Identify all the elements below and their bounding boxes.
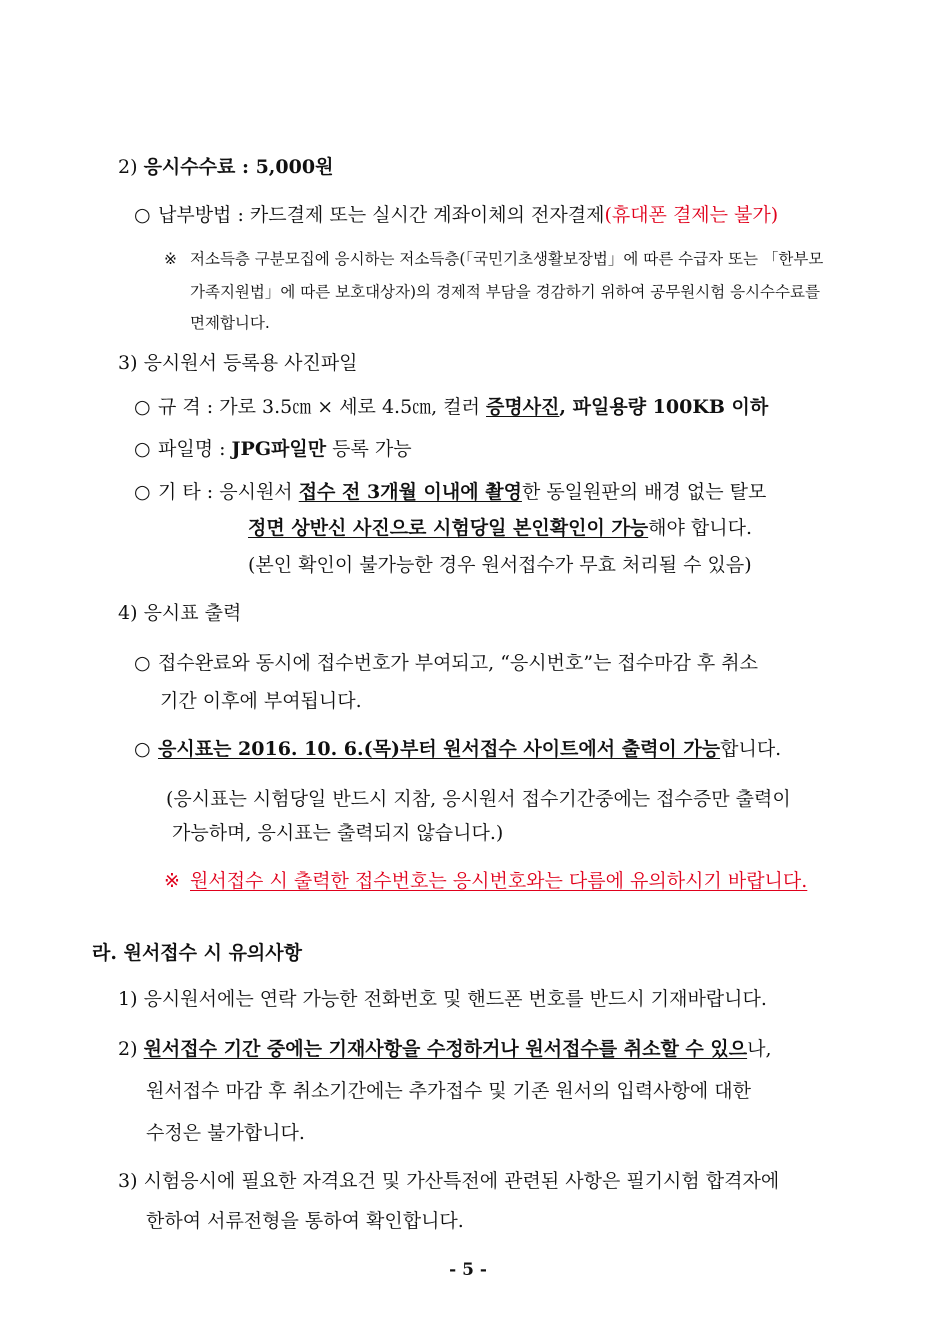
photo-etc-paren <box>248 552 752 578</box>
caution-item1-num: 1) <box>118 988 138 1010</box>
caution-item1-text: 응시원서에는 연락 가능한 전화번호 및 핸드폰 번호를 반드시 기재바랍니다. <box>143 988 767 1010</box>
cautions-heading-text: 라. 원서접수 시 유의사항 <box>92 942 302 964</box>
ticket-item2-text: 합니다. <box>720 738 782 760</box>
caution-item2-text2: 원서접수 마감 후 취소기간에는 추가접수 및 기존 원서의 입력사항에 대한 <box>146 1080 751 1102</box>
caution-item2-tail: 나, <box>747 1038 772 1060</box>
ticket-paren-line2 <box>172 820 503 846</box>
ticket-paren-line1 <box>166 786 791 812</box>
caution-item2-text3: 수정은 불가합니다. <box>146 1122 305 1144</box>
cautions-heading <box>92 940 302 966</box>
caution-item3 <box>118 1168 779 1194</box>
fee-note-line2 <box>190 281 820 303</box>
bullet-icon: ○ <box>134 438 151 460</box>
fee-heading-text: 응시수수료 : 5,000원 <box>143 156 334 178</box>
ticket-paren-text2: 가능하며, 응시표는 출력되지 않습니다.) <box>172 822 504 844</box>
etc-text2: 한 동일원판의 배경 없는 탈모 <box>521 481 767 503</box>
fee-note-text3: 면제합니다. <box>190 314 270 332</box>
caution-item3-text2: 한하여 서류전형을 통하여 확인합니다. <box>146 1210 464 1232</box>
photo-etc-item <box>134 479 766 505</box>
ticket-heading-text: 응시표 출력 <box>143 602 242 624</box>
photo-heading <box>118 350 358 376</box>
caution-item2-num: 2) <box>118 1038 138 1060</box>
ticket-item1-line1: 접수완료와 동시에 접수번호가 부여되고, “응시번호”는 접수마감 후 취소 <box>158 652 759 674</box>
etc-bold1: 접수 전 3개월 이내에 촬영 <box>298 481 522 503</box>
filename-label: 파일명 : <box>158 438 232 460</box>
etc-text3: 해야 합니다. <box>648 517 753 539</box>
payment-red-note: (휴대폰 결제는 불가) <box>604 204 779 226</box>
warning-mark-icon: ※ <box>164 870 180 892</box>
fee-note-line3 <box>190 312 270 334</box>
photo-etc-line2 <box>248 515 752 541</box>
ticket-item2 <box>134 736 781 762</box>
ticket-item1-cont <box>160 688 362 714</box>
caution-item2-bold: 원서접수 기간 중에는 기재사항을 수정하거나 원서접수를 취소할 수 있으 <box>143 1038 748 1060</box>
photo-heading-num: 3) <box>118 352 138 374</box>
fee-heading-num: 2) <box>118 156 138 178</box>
caution-item3-num: 3) <box>118 1170 138 1192</box>
bullet-icon: ○ <box>134 204 151 226</box>
fee-note-text1: 저소득층 구분모집에 응시하는 저소득층(「국민기초생활보장법」에 따른 수급자 또는 「한부모 <box>190 250 824 268</box>
page-number: - 5 - <box>449 1260 487 1280</box>
payment-text: 카드결제 또는 실시간 계좌이체의 전자결제 <box>249 204 605 226</box>
spec-comma: , <box>559 396 573 418</box>
ticket-paren-text1: (응시표는 시험당일 반드시 지참, 응시원서 접수기간중에는 접수증만 출력이 <box>166 788 791 810</box>
photo-spec-item <box>134 394 768 420</box>
ticket-heading-num: 4) <box>118 602 138 624</box>
caution-item2-line2 <box>146 1078 751 1104</box>
etc-bold2: 정면 상반신 사진으로 시험당일 본인확인이 가능 <box>248 517 649 539</box>
spec-bold-photo: 증명사진 <box>486 396 560 418</box>
reference-mark-icon: ※ <box>164 250 177 268</box>
ticket-item1 <box>134 650 758 676</box>
caution-item3-text1: 시험응시에 필요한 자격요건 및 가산특전에 관련된 사항은 필기시험 합격자에 <box>143 1170 780 1192</box>
spec-bold-size: 파일용량 100KB 이하 <box>572 396 769 418</box>
bullet-icon: ○ <box>134 652 151 674</box>
fee-heading <box>118 154 333 180</box>
spec-text: 가로 3.5㎝ × 세로 4.5㎝, 컬러 <box>219 396 486 418</box>
caution-item2 <box>118 1036 772 1062</box>
etc-text1: 응시원서 <box>219 481 299 503</box>
fee-note-text2: 가족지원법」에 따른 보호대상자)의 경제적 부담을 경감하기 위하여 공무원시험 응시수수료를 <box>190 283 820 301</box>
caution-item1 <box>118 986 767 1012</box>
filename-bold: JPG파일만 <box>231 438 327 460</box>
ticket-warning-text: 원서접수 시 출력한 접수번호는 응시번호와는 다름에 유의하시기 바랍니다. <box>190 870 808 892</box>
etc-label: 기 타 : <box>158 481 220 503</box>
photo-heading-text: 응시원서 등록용 사진파일 <box>143 352 358 374</box>
payment-label: 납부방법 : <box>158 204 250 226</box>
caution-item2-line3 <box>146 1120 305 1146</box>
ticket-warning <box>164 868 807 894</box>
photo-filename-item <box>134 436 412 462</box>
bullet-icon: ○ <box>134 396 151 418</box>
bullet-icon: ○ <box>134 738 151 760</box>
fee-payment-item <box>134 202 778 228</box>
ticket-item2-bold: 응시표는 2016. 10. 6.(목)부터 원서접수 사이트에서 출력이 가능 <box>158 738 721 760</box>
etc-paren-text: (본인 확인이 불가능한 경우 원서접수가 무효 처리될 수 있음) <box>248 554 752 576</box>
caution-item3-line2 <box>146 1208 464 1234</box>
ticket-heading <box>118 600 241 626</box>
ticket-item1-line2: 기간 이후에 부여됩니다. <box>160 690 362 712</box>
filename-text: 등록 가능 <box>326 438 412 460</box>
fee-note-line1 <box>164 248 823 270</box>
spec-label: 규 격 : <box>158 396 220 418</box>
bullet-icon: ○ <box>134 481 151 503</box>
